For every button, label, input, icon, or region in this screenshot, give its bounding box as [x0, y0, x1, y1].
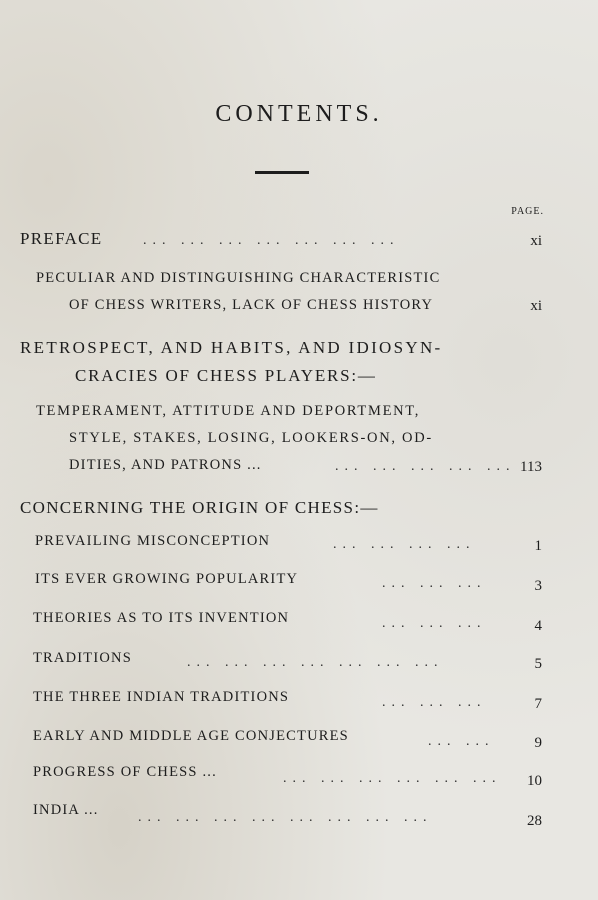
page-number: 113: [520, 459, 542, 475]
leader-dots: ... ... ... ... ... ... ... ...: [138, 810, 433, 825]
leader-dots: ... ... ... ... ... ... ...: [143, 233, 400, 248]
leader-dots: ... ... ...: [382, 695, 487, 710]
page-number: 4: [534, 618, 542, 634]
page-number: 3: [534, 578, 542, 594]
page-number: xi: [530, 233, 542, 249]
page-number: 10: [527, 773, 542, 789]
leader-dots: ... ... ...: [382, 616, 487, 631]
toc-entry-line: OF CHESS WRITERS, LACK OF CHESS HISTORY: [69, 297, 434, 313]
page-number: xi: [530, 298, 542, 314]
page-title: CONTENTS.: [215, 101, 383, 127]
toc-entry-concerning: CONCERNING THE ORIGIN OF CHESS:—: [20, 498, 379, 517]
toc-entry-line: RETROSPECT, AND HABITS, AND IDIOSYN-: [20, 338, 443, 357]
leader-dots: ... ... ... ... ... ... ...: [187, 655, 444, 670]
toc-entry: TRADITIONS: [33, 650, 132, 666]
toc-entry: THE THREE INDIAN TRADITIONS: [33, 689, 290, 705]
toc-entry-preface: PREFACE: [20, 229, 103, 248]
page-number: 7: [534, 696, 542, 712]
leader-dots: ... ...: [428, 734, 495, 749]
toc-entry-line: CRACIES OF CHESS PLAYERS:—: [75, 366, 377, 385]
page-number: 1: [534, 538, 542, 554]
toc-entry-line: DITIES, AND PATRONS ...: [69, 457, 262, 473]
page-column-header: PAGE.: [511, 206, 544, 217]
page-number: 5: [534, 656, 542, 672]
toc-entry-line: TEMPERAMENT, ATTITUDE AND DEPORTMENT,: [36, 403, 421, 419]
toc-entry: PREVAILING MISCONCEPTION: [35, 533, 271, 549]
leader-dots: ... ... ... ...: [333, 537, 476, 552]
leader-dots: ... ... ...: [382, 576, 487, 591]
toc-entry-line: PECULIAR AND DISTINGUISHING CHARACTERISTIC: [36, 270, 441, 286]
page-number: 9: [534, 735, 542, 751]
leader-dots: ... ... ... ... ... ...: [283, 771, 502, 786]
toc-entry: ITS EVER GROWING POPULARITY: [35, 571, 299, 587]
toc-entry: PROGRESS OF CHESS ...: [33, 764, 217, 780]
toc-entry: EARLY AND MIDDLE AGE CONJECTURES: [33, 728, 349, 744]
page-number: 28: [527, 813, 542, 829]
title-rule: [255, 171, 309, 174]
toc-entry-line: STYLE, STAKES, LOSING, LOOKERS-ON, OD-: [69, 430, 433, 446]
toc-entry: INDIA ...: [33, 802, 99, 818]
toc-entry: THEORIES AS TO ITS INVENTION: [33, 610, 290, 626]
leader-dots: ... ... ... ... ...: [335, 459, 516, 474]
